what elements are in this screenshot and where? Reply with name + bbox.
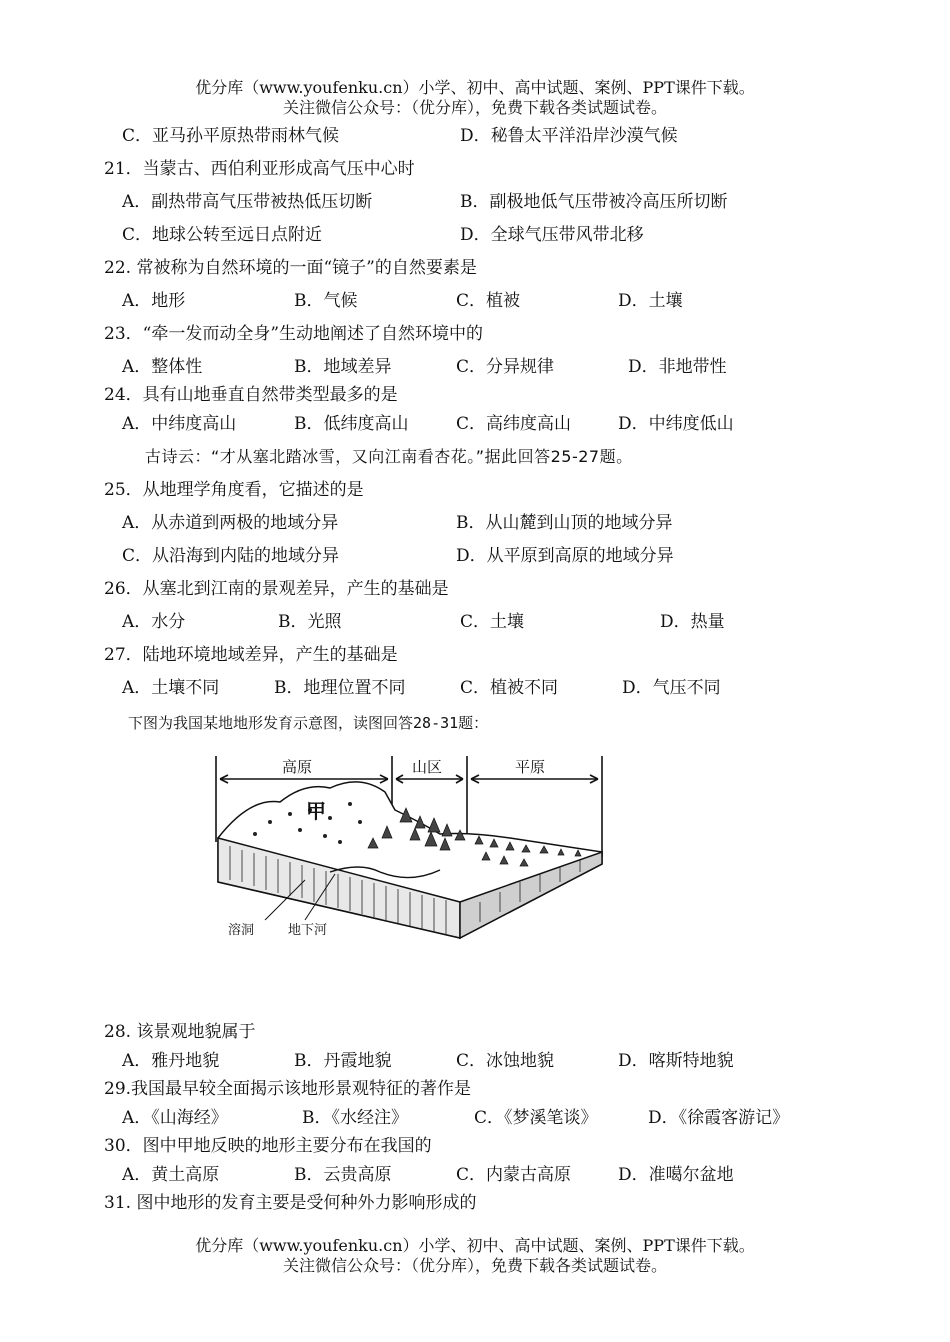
q21-option-a: A．副热带高气压带被热低压切断 <box>122 192 373 212</box>
figure-intro: 下图为我国某地地形发育示意图，读图回答28-31题： <box>128 714 489 732</box>
q30-option-a: A．黄土高原 <box>122 1165 220 1185</box>
q22-option-a: A．地形 <box>122 291 186 311</box>
label-underground-river: 地下河 <box>288 923 328 938</box>
q24-stem: 24．具有山地垂直自然带类型最多的是 <box>104 385 398 405</box>
header-line-1: 优分库（www.youfenku.cn）小学、初中、高中试题、案例、PPT课件下载。 <box>195 78 755 97</box>
q25-option-a: A．从赤道到两极的地域分异 <box>122 513 339 533</box>
q23-option-a: A．整体性 <box>122 357 203 377</box>
q29-option-b: B．《水经注》 <box>302 1108 408 1128</box>
q30-option-b: B．云贵高原 <box>294 1165 392 1185</box>
q28-option-b: B．丹霞地貌 <box>294 1051 392 1071</box>
q27-option-b: B．地理位置不同 <box>274 678 406 698</box>
label-plateau: 高原 <box>282 758 313 776</box>
label-cave: 溶洞 <box>228 923 255 938</box>
q29-option-a: A．《山海经》 <box>122 1108 228 1128</box>
q26-option-a: A．水分 <box>122 612 186 632</box>
q20-option-d: D．秘鲁太平洋沿岸沙漠气候 <box>460 126 678 146</box>
q22-option-c: C．植被 <box>456 291 521 311</box>
q27-stem: 27．陆地环境地域差异，产生的基础是 <box>104 645 398 665</box>
q29-stem: 29.我国最早较全面揭示该地形景观特征的著作是 <box>104 1079 472 1099</box>
q26-option-c: C．土壤 <box>460 612 525 632</box>
label-plain: 平原 <box>515 758 546 776</box>
label-jia: 甲 <box>306 799 326 823</box>
q27-option-d: D．气压不同 <box>622 678 721 698</box>
q26-stem: 26．从塞北到江南的景观差异，产生的基础是 <box>104 579 449 599</box>
q30-option-c: C．内蒙古高原 <box>456 1165 572 1185</box>
q25-option-b: B．从山麓到山顶的地域分异 <box>456 513 673 533</box>
header-line-2: 关注微信公众号：（优分库），免费下载各类试题试卷。 <box>282 98 667 117</box>
q23-option-b: B．地域差异 <box>294 357 392 377</box>
poem-prompt: 古诗云：“才从塞北踏冰雪，又向江南看杏花。”据此回答25-27题。 <box>145 447 633 466</box>
q21-option-d: D．全球气压带风带北移 <box>460 225 644 245</box>
q25-stem: 25．从地理学角度看，它描述的是 <box>104 480 364 500</box>
q25-option-d: D．从平原到高原的地域分异 <box>456 546 674 566</box>
q24-option-d: D．中纬度低山 <box>618 414 734 434</box>
q20-option-c: C．亚马孙平原热带雨林气候 <box>122 126 340 146</box>
q23-option-c: C．分异规律 <box>456 357 555 377</box>
q28-stem: 28. 该景观地貌属于 <box>104 1022 256 1042</box>
q30-stem: 30．图中甲地反映的地形主要分布在我国的 <box>104 1136 432 1156</box>
q31-stem: 31. 图中地形的发育主要是受何种外力影响形成的 <box>104 1193 477 1213</box>
footer-line-2: 关注微信公众号：（优分库），免费下载各类试题试卷。 <box>282 1256 667 1275</box>
q24-option-c: C．高纬度高山 <box>456 414 572 434</box>
q29-option-c: C．《梦溪笔谈》 <box>474 1108 598 1128</box>
q26-option-d: D．热量 <box>660 612 725 632</box>
label-mountain: 山区 <box>412 758 443 776</box>
q22-stem: 22. 常被称为自然环境的一面“镜子”的自然要素是 <box>104 258 477 278</box>
q28-option-a: A．雅丹地貌 <box>122 1051 220 1071</box>
q21-stem: 21．当蒙古、西伯利亚形成高气压中心时 <box>104 159 415 179</box>
q28-option-c: C．冰蚀地貌 <box>456 1051 555 1071</box>
karst-landform-diagram <box>210 752 610 952</box>
q25-option-c: C．从沿海到内陆的地域分异 <box>122 546 340 566</box>
q21-option-b: B．副极地低气压带被冷高压所切断 <box>460 192 728 212</box>
q24-option-a: A．中纬度高山 <box>122 414 237 434</box>
q27-option-c: C．植被不同 <box>460 678 559 698</box>
q30-option-d: D．准噶尔盆地 <box>618 1165 734 1185</box>
q24-option-b: B．低纬度高山 <box>294 414 409 434</box>
q23-option-d: D．非地带性 <box>628 357 727 377</box>
q22-option-b: B．气候 <box>294 291 358 311</box>
footer-line-1: 优分库（www.youfenku.cn）小学、初中、高中试题、案例、PPT课件下载。 <box>195 1236 755 1255</box>
q28-option-d: D．喀斯特地貌 <box>618 1051 734 1071</box>
q26-option-b: B．光照 <box>278 612 342 632</box>
q21-option-c: C．地球公转至远日点附近 <box>122 225 323 245</box>
q22-option-d: D．土壤 <box>618 291 683 311</box>
q29-option-d: D．《徐霞客游记》 <box>648 1108 790 1128</box>
q23-stem: 23．“牵一发而动全身”生动地阐述了自然环境中的 <box>104 324 484 344</box>
q27-option-a: A．土壤不同 <box>122 678 220 698</box>
